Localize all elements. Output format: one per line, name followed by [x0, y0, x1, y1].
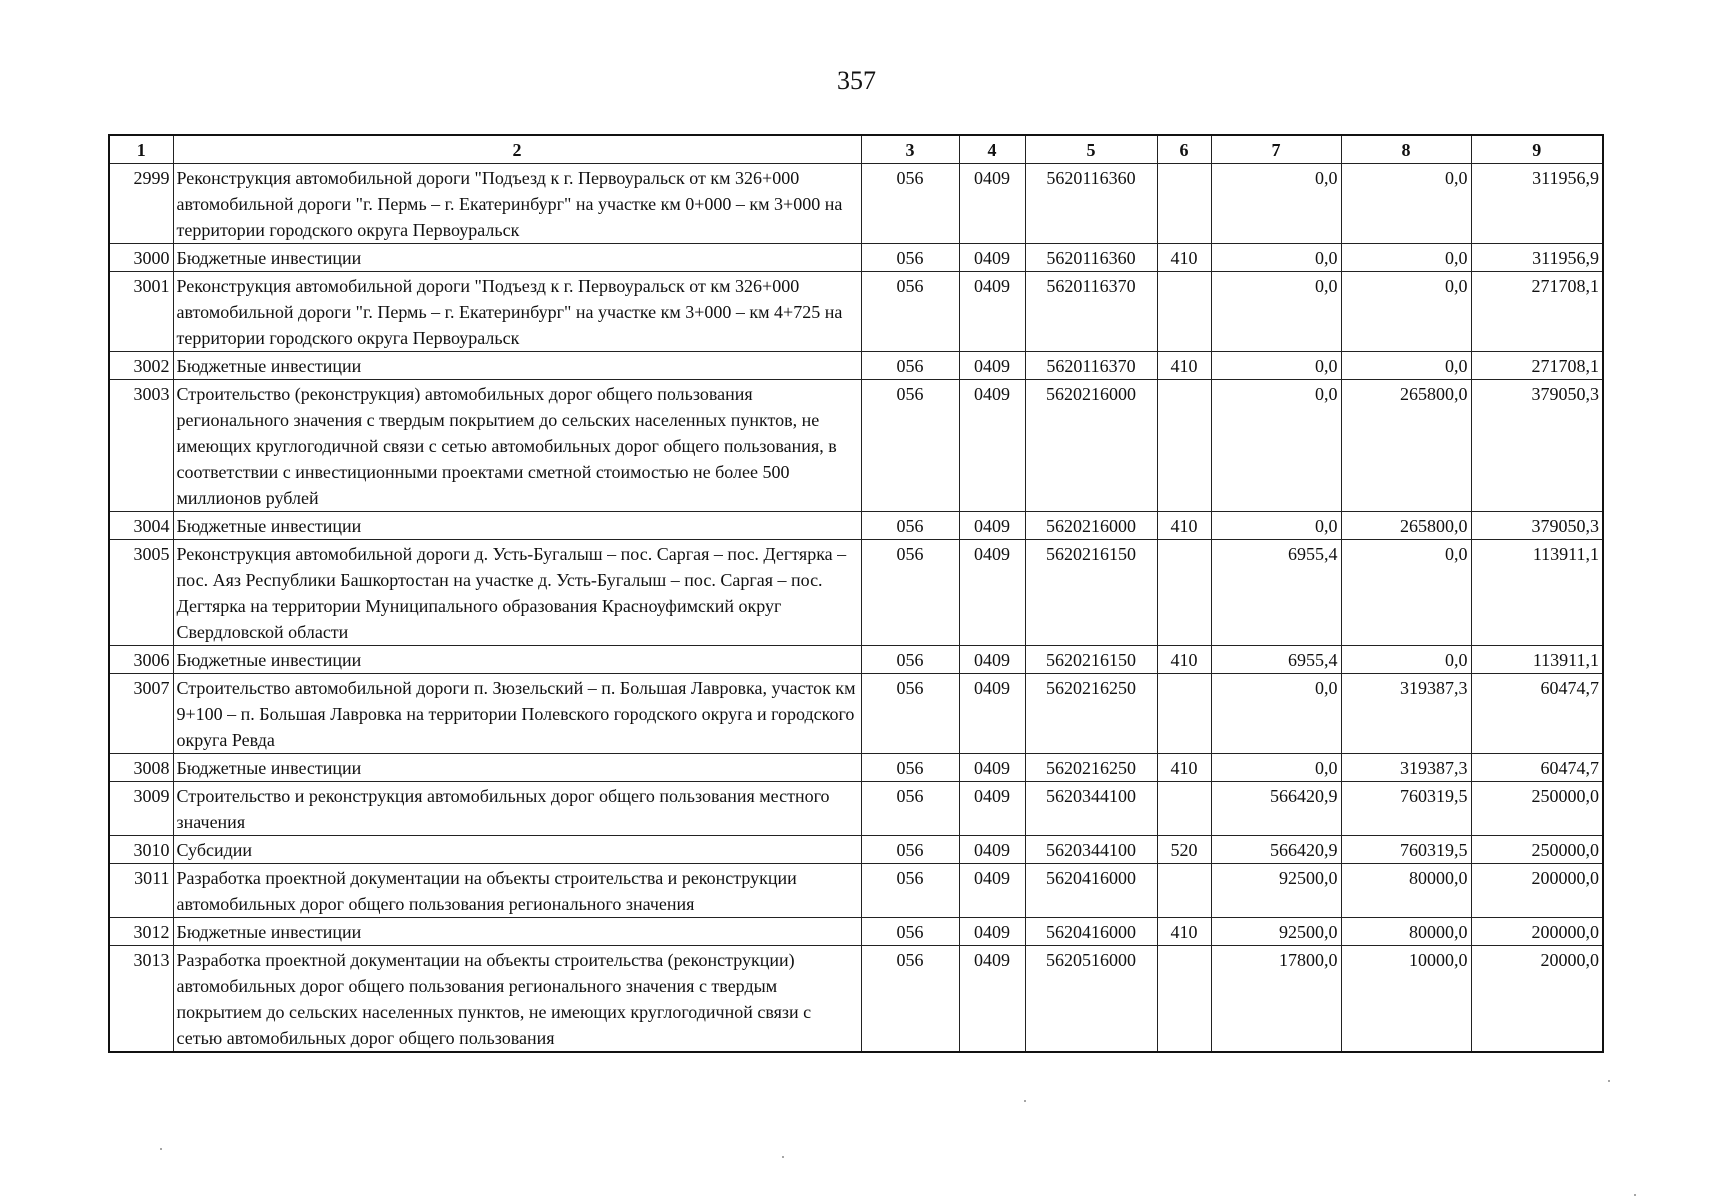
expense-type-code — [1157, 380, 1211, 512]
amount-col-7: 6955,4 — [1211, 646, 1341, 674]
row-name: Разработка проектной документации на объекты строительства и реконструкции автомобильных дорог общего пользования регионального значения — [173, 864, 861, 918]
row-name: Бюджетные инвестиции — [173, 754, 861, 782]
table-row — [109, 782, 1603, 836]
ministry-code: 056 — [861, 380, 959, 512]
ministry-code: 056 — [861, 352, 959, 380]
table-row — [109, 836, 1603, 864]
amount-col-8: 0,0 — [1341, 540, 1471, 646]
section-code: 0409 — [959, 540, 1025, 646]
amount-col-8: 0,0 — [1341, 164, 1471, 244]
header-cell-5: 5 — [1025, 135, 1157, 164]
expense-type-code — [1157, 946, 1211, 1053]
ministry-code: 056 — [861, 646, 959, 674]
ministry-code: 056 — [861, 244, 959, 272]
amount-col-8: 319387,3 — [1341, 674, 1471, 754]
expense-type-code — [1157, 864, 1211, 918]
header-cell-4: 4 — [959, 135, 1025, 164]
amount-col-8: 760319,5 — [1341, 836, 1471, 864]
row-name: Бюджетные инвестиции — [173, 512, 861, 540]
header-cell-3: 3 — [861, 135, 959, 164]
amount-col-9: 113911,1 — [1471, 540, 1603, 646]
target-article-code: 5620116360 — [1025, 244, 1157, 272]
row-number: 3007 — [109, 674, 173, 754]
amount-col-9: 200000,0 — [1471, 864, 1603, 918]
section-code: 0409 — [959, 782, 1025, 836]
row-name: Бюджетные инвестиции — [173, 646, 861, 674]
row-name: Строительство автомобильной дороги п. Зюзельский – п. Большая Лавровка, участок км 9+100 – п. Большая Лавровка на территории Полевского городского округа и городского округа Ревда — [173, 674, 861, 754]
row-number: 3010 — [109, 836, 173, 864]
ministry-code: 056 — [861, 540, 959, 646]
amount-col-9: 20000,0 — [1471, 946, 1603, 1053]
expense-type-code: 410 — [1157, 918, 1211, 946]
section-code: 0409 — [959, 674, 1025, 754]
ministry-code: 056 — [861, 674, 959, 754]
target-article-code: 5620516000 — [1025, 946, 1157, 1053]
amount-col-9: 60474,7 — [1471, 674, 1603, 754]
amount-col-8: 319387,3 — [1341, 754, 1471, 782]
table-row — [109, 244, 1603, 272]
expense-type-code: 410 — [1157, 244, 1211, 272]
row-number: 3002 — [109, 352, 173, 380]
amount-col-9: 271708,1 — [1471, 272, 1603, 352]
amount-col-7: 92500,0 — [1211, 918, 1341, 946]
amount-col-8: 0,0 — [1341, 272, 1471, 352]
scan-speck — [160, 1148, 162, 1150]
amount-col-7: 0,0 — [1211, 674, 1341, 754]
amount-col-7: 566420,9 — [1211, 836, 1341, 864]
ministry-code: 056 — [861, 918, 959, 946]
section-code: 0409 — [959, 946, 1025, 1053]
table-row — [109, 272, 1603, 352]
ministry-code: 056 — [861, 754, 959, 782]
section-code: 0409 — [959, 512, 1025, 540]
header-row — [109, 135, 1603, 164]
amount-col-8: 0,0 — [1341, 646, 1471, 674]
section-code: 0409 — [959, 864, 1025, 918]
expense-type-code: 410 — [1157, 512, 1211, 540]
amount-col-9: 250000,0 — [1471, 782, 1603, 836]
target-article-code: 5620216250 — [1025, 754, 1157, 782]
section-code: 0409 — [959, 754, 1025, 782]
scan-speck — [782, 1156, 784, 1158]
expense-type-code: 410 — [1157, 646, 1211, 674]
row-number: 3013 — [109, 946, 173, 1053]
target-article-code: 5620116370 — [1025, 272, 1157, 352]
section-code: 0409 — [959, 918, 1025, 946]
row-name: Бюджетные инвестиции — [173, 244, 861, 272]
amount-col-9: 113911,1 — [1471, 646, 1603, 674]
amount-col-7: 0,0 — [1211, 512, 1341, 540]
ministry-code: 056 — [861, 782, 959, 836]
table-body — [109, 164, 1603, 1053]
scan-speck — [1634, 1194, 1636, 1196]
target-article-code: 5620344100 — [1025, 836, 1157, 864]
target-article-code: 5620216150 — [1025, 540, 1157, 646]
expense-type-code: 520 — [1157, 836, 1211, 864]
section-code: 0409 — [959, 646, 1025, 674]
ministry-code: 056 — [861, 272, 959, 352]
scan-speck — [1024, 1100, 1026, 1102]
expense-type-code — [1157, 272, 1211, 352]
table-header — [109, 135, 1603, 164]
row-number: 3006 — [109, 646, 173, 674]
table-row — [109, 946, 1603, 1053]
row-name: Строительство (реконструкция) автомобильных дорог общего пользования регионального значения с твердым покрытием до сельских населенных пунктов, не имеющих круглогодичной связи с сетью автомобильных дорог общего пользования, в соответствии с инвестиционными проектами сметной стоимостью не более 500 миллионов рублей — [173, 380, 861, 512]
row-name: Реконструкция автомобильной дороги д. Усть-Бугалыш – пос. Саргая – пос. Дегтярка – пос. Аяз Республики Башкортостан на участке д. Усть-Бугалыш – пос. Саргая – пос. Дегтярка на территории Муниципального образования Красноуфимский округ Свердловской области — [173, 540, 861, 646]
amount-col-9: 311956,9 — [1471, 164, 1603, 244]
header-cell-1: 1 — [109, 135, 173, 164]
amount-col-8: 0,0 — [1341, 244, 1471, 272]
amount-col-7: 0,0 — [1211, 352, 1341, 380]
amount-col-8: 80000,0 — [1341, 864, 1471, 918]
ministry-code: 056 — [861, 836, 959, 864]
header-cell-8: 8 — [1341, 135, 1471, 164]
row-number: 3011 — [109, 864, 173, 918]
scan-speck — [1608, 1080, 1610, 1082]
expense-type-code: 410 — [1157, 754, 1211, 782]
amount-col-8: 265800,0 — [1341, 512, 1471, 540]
expense-type-code — [1157, 540, 1211, 646]
amount-col-8: 80000,0 — [1341, 918, 1471, 946]
expense-type-code: 410 — [1157, 352, 1211, 380]
ministry-code: 056 — [861, 512, 959, 540]
row-number: 3008 — [109, 754, 173, 782]
target-article-code: 5620416000 — [1025, 864, 1157, 918]
amount-col-9: 311956,9 — [1471, 244, 1603, 272]
amount-col-7: 17800,0 — [1211, 946, 1341, 1053]
amount-col-9: 379050,3 — [1471, 512, 1603, 540]
amount-col-8: 760319,5 — [1341, 782, 1471, 836]
amount-col-7: 92500,0 — [1211, 864, 1341, 918]
row-number: 3009 — [109, 782, 173, 836]
row-number: 3012 — [109, 918, 173, 946]
row-name: Бюджетные инвестиции — [173, 918, 861, 946]
amount-col-7: 0,0 — [1211, 164, 1341, 244]
table-row — [109, 864, 1603, 918]
expense-type-code — [1157, 782, 1211, 836]
amount-col-7: 0,0 — [1211, 272, 1341, 352]
expense-type-code — [1157, 164, 1211, 244]
table-row — [109, 352, 1603, 380]
amount-col-7: 0,0 — [1211, 244, 1341, 272]
table-row — [109, 646, 1603, 674]
amount-col-9: 200000,0 — [1471, 918, 1603, 946]
ministry-code: 056 — [861, 864, 959, 918]
table-row — [109, 754, 1603, 782]
amount-col-7: 0,0 — [1211, 754, 1341, 782]
row-name: Реконструкция автомобильной дороги "Подъезд к г. Первоуральск от км 326+000 автомобильной дороги "г. Пермь – г. Екатеринбург" на участке км 3+000 – км 4+725 на территории городского округа Первоуральск — [173, 272, 861, 352]
row-name: Бюджетные инвестиции — [173, 352, 861, 380]
amount-col-9: 60474,7 — [1471, 754, 1603, 782]
section-code: 0409 — [959, 164, 1025, 244]
section-code: 0409 — [959, 380, 1025, 512]
amount-col-7: 0,0 — [1211, 380, 1341, 512]
target-article-code: 5620216150 — [1025, 646, 1157, 674]
header-cell-2: 2 — [173, 135, 861, 164]
target-article-code: 5620116370 — [1025, 352, 1157, 380]
ministry-code: 056 — [861, 946, 959, 1053]
ministry-code: 056 — [861, 164, 959, 244]
target-article-code: 5620116360 — [1025, 164, 1157, 244]
expense-type-code — [1157, 674, 1211, 754]
target-article-code: 5620216000 — [1025, 512, 1157, 540]
target-article-code: 5620416000 — [1025, 918, 1157, 946]
row-name: Реконструкция автомобильной дороги "Подъезд к г. Первоуральск от км 326+000 автомобильной дороги "г. Пермь – г. Екатеринбург" на участке км 0+000 – км 3+000 на территории городского округа Первоуральск — [173, 164, 861, 244]
amount-col-8: 265800,0 — [1341, 380, 1471, 512]
amount-col-7: 566420,9 — [1211, 782, 1341, 836]
header-cell-7: 7 — [1211, 135, 1341, 164]
row-number: 3001 — [109, 272, 173, 352]
section-code: 0409 — [959, 836, 1025, 864]
amount-col-8: 10000,0 — [1341, 946, 1471, 1053]
target-article-code: 5620216250 — [1025, 674, 1157, 754]
row-number: 3004 — [109, 512, 173, 540]
table-row — [109, 540, 1603, 646]
row-number: 2999 — [109, 164, 173, 244]
amount-col-7: 6955,4 — [1211, 540, 1341, 646]
header-cell-6: 6 — [1157, 135, 1211, 164]
budget-table — [108, 134, 1604, 1053]
table-row — [109, 380, 1603, 512]
table-row — [109, 164, 1603, 244]
section-code: 0409 — [959, 244, 1025, 272]
amount-col-9: 271708,1 — [1471, 352, 1603, 380]
row-number: 3003 — [109, 380, 173, 512]
section-code: 0409 — [959, 352, 1025, 380]
row-name: Разработка проектной документации на объекты строительства (реконструкции) автомобильных дорог общего пользования регионального значения с твердым покрытием до сельских населенных пунктов, не имеющих круглогодичной связи с сетью автомобильных дорог общего пользования — [173, 946, 861, 1053]
row-number: 3000 — [109, 244, 173, 272]
header-cell-9: 9 — [1471, 135, 1603, 164]
row-number: 3005 — [109, 540, 173, 646]
table-row — [109, 918, 1603, 946]
table-row — [109, 674, 1603, 754]
row-name: Субсидии — [173, 836, 861, 864]
amount-col-9: 250000,0 — [1471, 836, 1603, 864]
row-name: Строительство и реконструкция автомобильных дорог общего пользования местного значения — [173, 782, 861, 836]
table-row — [109, 512, 1603, 540]
amount-col-8: 0,0 — [1341, 352, 1471, 380]
page-number: 357 — [837, 66, 876, 95]
amount-col-9: 379050,3 — [1471, 380, 1603, 512]
section-code: 0409 — [959, 272, 1025, 352]
target-article-code: 5620216000 — [1025, 380, 1157, 512]
target-article-code: 5620344100 — [1025, 782, 1157, 836]
